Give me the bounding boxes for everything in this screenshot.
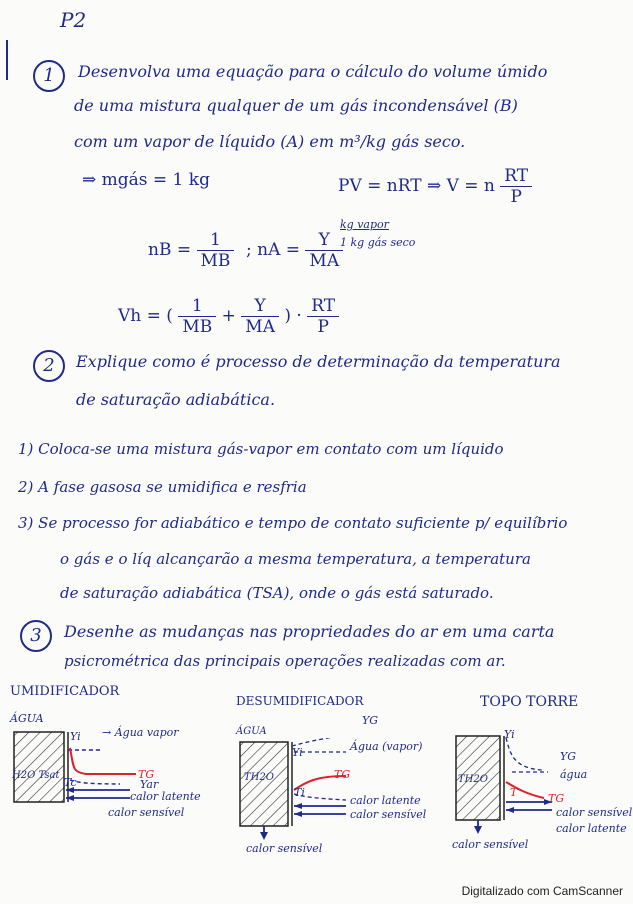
- na-den: MA: [309, 251, 340, 271]
- d1-label-tg: TG: [138, 768, 155, 781]
- q1-line-3: com um vapor de líquido (A) em m³/kg gás seco.: [74, 132, 466, 151]
- d2-label-sensivel: calor sensível: [350, 808, 427, 821]
- d1-label-agua-vapor: → Água vapor: [102, 726, 179, 739]
- d1-label-box: H2O Tsat: [12, 770, 60, 781]
- q1-ideal-gas-eq: [338, 166, 532, 207]
- diagram-2-title: DESUMIDIFICADOR: [236, 694, 364, 708]
- d2-label-ti: Ti: [294, 786, 305, 799]
- q2-item-5: de saturação adiabática (TSA), onde o gás está saturado.: [60, 584, 494, 602]
- d1-label-yi: Yi: [70, 730, 81, 743]
- vh-t2-den: MA: [245, 317, 275, 337]
- na-num: Y: [305, 230, 343, 251]
- diagram-3-title: TOPO TORRE: [480, 694, 579, 710]
- d3-label-yg: YG: [560, 750, 577, 763]
- d2-label-yg: YG: [362, 714, 379, 727]
- d3-label-t: T: [510, 786, 518, 799]
- vh-plus: +: [221, 306, 236, 326]
- q1-vh-eq: [118, 296, 339, 337]
- d2-label-tg: TG: [334, 768, 351, 781]
- question-3-number: 3: [20, 620, 52, 652]
- d2-label-sensivel-bottom: calor sensível: [246, 842, 323, 855]
- q1-nb-eq: [148, 230, 234, 271]
- q1-line-2: de uma mistura qualquer de um gás incondensável (B): [74, 96, 518, 115]
- diagram-2-figure: [236, 738, 456, 848]
- q1-na-eq: [246, 230, 343, 271]
- d3-label-yi: Yi: [504, 728, 515, 741]
- nb-den: MB: [200, 251, 231, 271]
- na-note-bottom: 1 kg gás seco: [340, 236, 416, 249]
- d3-label-sensivel: calor sensível: [556, 806, 633, 819]
- q1-mass-eq: ⇒ mgás = 1 kg: [82, 170, 210, 190]
- diagram-1-figure: [10, 728, 220, 838]
- vh-t2-num: Y: [241, 296, 279, 317]
- diagram-1-top-label: ÁGUA: [10, 712, 44, 725]
- d1-label-sensivel: calor sensível: [108, 806, 185, 819]
- d2-label-agua-vapor: Água (vapor): [350, 740, 423, 753]
- ideal-gas-left: PV = nRT ⇒ V = n: [338, 176, 495, 196]
- vh-t3-num: RT: [307, 296, 339, 317]
- diagram-1-title: UMIDIFICADOR: [10, 684, 120, 699]
- d3-label-agua: água: [560, 768, 588, 781]
- d3-label-box: TH2O: [458, 774, 488, 785]
- nb-left: nB =: [148, 240, 192, 260]
- page-label: P2: [60, 8, 87, 32]
- d2-label-yi: Yi: [292, 746, 303, 759]
- question-2-number: 2: [33, 350, 65, 382]
- d1-label-yar: Yar: [140, 778, 159, 791]
- vh-left: Vh = (: [118, 306, 173, 326]
- vh-t1-den: MB: [182, 317, 213, 337]
- q2-line-1: Explique como é processo de determinação da temperatura: [76, 352, 561, 371]
- na-note-top: kg vapor: [340, 218, 389, 231]
- q2-item-1: 1) Coloca-se uma mistura gás-vapor em contato com um líquido: [18, 440, 504, 458]
- ideal-gas-num: RT: [500, 166, 532, 187]
- q2-item-3: 3) Se processo for adiabático e tempo de contato suficiente p/ equilíbrio: [18, 514, 568, 532]
- q2-line-2: de saturação adiabática.: [76, 390, 276, 409]
- scanner-footer: Digitalizado com CamScanner: [461, 884, 623, 898]
- q1-line-1: Desenvolva uma equação para o cálculo do volume úmido: [78, 62, 548, 81]
- vh-t3-den: P: [317, 317, 329, 337]
- d1-label-latente: calor latente: [130, 790, 201, 803]
- vh-t1-num: 1: [178, 296, 216, 317]
- d2-label-latente: calor latente: [350, 794, 421, 807]
- d3-label-sensivel-bottom: calor sensível: [452, 838, 529, 851]
- q2-item-2: 2) A fase gasosa se umidifica e resfria: [18, 478, 307, 496]
- d2-label-box: TH2O: [244, 772, 274, 783]
- question-1-number: 1: [33, 60, 65, 92]
- q3-line-2: psicrométrica das principais operações realizadas com ar.: [64, 652, 506, 670]
- margin-mark: [6, 40, 8, 80]
- ideal-gas-den: P: [510, 187, 522, 207]
- diagram-2-top-label: ÁGUA: [236, 726, 267, 737]
- d1-label-tc: Tc: [64, 776, 77, 789]
- q3-line-1: Desenhe as mudanças nas propriedades do ar em uma carta: [64, 622, 555, 641]
- d3-label-latente: calor latente: [556, 822, 627, 835]
- na-left: ; nA =: [246, 240, 301, 260]
- vh-close: ) ·: [284, 306, 302, 326]
- nb-num: 1: [197, 230, 235, 251]
- q2-item-4: o gás e o líq alcançarão a mesma temperatura, a temperatura: [60, 550, 531, 568]
- d3-label-tg: TG: [548, 792, 565, 805]
